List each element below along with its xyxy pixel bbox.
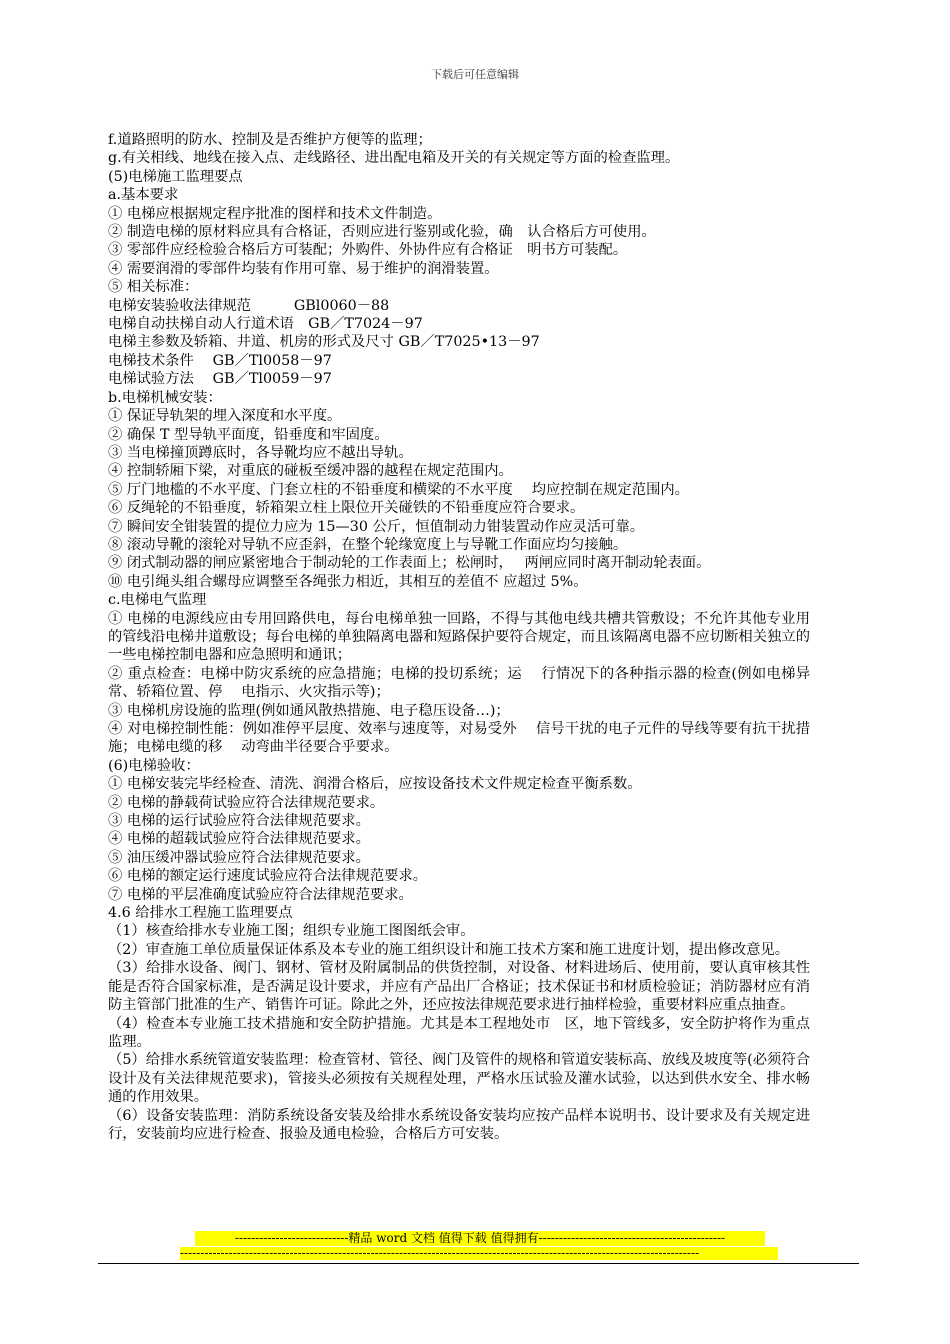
text-line: ④ 控制轿厢下梁，对重底的碰板至缓冲器的越程在规定范围内。 bbox=[108, 463, 513, 480]
text-line: ⑤ 油压缓冲器试验应符合法律规范要求。 bbox=[108, 849, 370, 866]
text-line: ① 保证导轨架的埋入深度和水平度。 bbox=[108, 408, 342, 425]
text-line: （6）设备安装监理：消防系统设备安装及给排水系统设备安装均应按产品样本说明书、设计要求及有关规定进行，安装前均应进行检查、报验及通电检验，合格后方可安装。 bbox=[108, 1107, 810, 1142]
text-line: ④ 对电梯控制性能：例如准停平层度、效率与速度等，对易受外 信号干扰的电子元件的导线等要有抗干扰措施；电梯电缆的移 动弯曲半径要合乎要求。 bbox=[108, 721, 810, 756]
text-line: ⑥ 电梯的额定运行速度试验应符合法律规范要求。 bbox=[108, 868, 428, 885]
footer-rule bbox=[98, 1263, 859, 1264]
text-line: （5）给排水系统管道安装监理：检查管材、管径、阀门及管件的规格和管道安装标高、放线及坡度等(必须符合设计及有关法律规范要求)，管接头必须按有关规程处理，严格水压试验及灌水试验，以达到供水安全、排水畅通的作用效果。 bbox=[108, 1052, 810, 1106]
text-line: ⑧ 滚动导靴的滚轮对导轨不应歪斜，在整个轮缘宽度上与导靴工作面应均匀接触。 bbox=[108, 536, 628, 553]
text-line: ③ 电梯机房设施的监理(例如通风散热措施、电子稳压设备…)； bbox=[108, 702, 510, 719]
text-line: ⑦ 瞬间安全钳装置的提位力应为 15—30 公斤，恒值制动力钳装置动作应灵活可靠。 bbox=[108, 518, 645, 535]
text-line: c.电梯电气监理 bbox=[108, 592, 207, 609]
text-line: （1）核查给排水专业施工图；组织专业施工图图纸会审。 bbox=[108, 923, 475, 940]
text-line: ② 电梯的静载荷试验应符合法律规范要求。 bbox=[108, 794, 385, 811]
text-line: 电梯技术条件 GB／Tl0058－97 bbox=[108, 352, 332, 369]
text-line: ④ 电梯的超载试验应符合法律规范要求。 bbox=[108, 831, 370, 848]
text-line: ⑥ 反绳轮的不铅垂度，轿箱架立柱上限位开关碰铁的不铅垂度应符合要求。 bbox=[108, 500, 585, 517]
text-line: f.道路照明的防水、控制及是否维护方便等的监理； bbox=[108, 132, 432, 148]
document-body bbox=[108, 131, 810, 1143]
text-line: ③ 零部件应经检验合格后方可装配；外购件、外协件应有合格证 明书方可装配。 bbox=[108, 242, 628, 259]
footer-banner: ----------------------------精品 word 文档 值得下载 值得拥有---------------------------------------------- bbox=[195, 1231, 765, 1246]
text-line: （2）审查施工单位质量保证体系及本专业的施工组织设计和施工技术方案和施工进度计划，提出修改意见。 bbox=[108, 941, 790, 958]
text-line: 4.6 给排水工程施工监理要点 bbox=[108, 905, 293, 922]
text-line: ③ 电梯的运行试验应符合法律规范要求。 bbox=[108, 813, 370, 830]
text-line: （3）给排水设备、阀门、钢材、管材及附属制品的供货控制，对设备、材料进场后、使用前，要认真审核其性能是否符合国家标准，是否满足设计要求，并应有产品出厂合格证；技术保证书和材质检验证；消防器材应有消防主管部门批准的生产、销售许可证。除此之外，还应按法律规范要求进行抽样检验，重要材料应重点抽查。 bbox=[108, 960, 810, 1014]
text-line: ⑤ 相关标准： bbox=[108, 279, 199, 296]
text-line: （4）检查本专业施工技术措施和安全防护措施。尤其是本工程地处市 区，地下管线多，安全防护将作为重点监理。 bbox=[108, 1015, 810, 1050]
text-line: 电梯安装验收法律规范 GBl0060－88 bbox=[108, 297, 390, 314]
text-line: ① 电梯安装完毕经检查、清洗、润滑合格后，应按设备技术文件规定检查平衡系数。 bbox=[108, 776, 642, 793]
text-line: b.电梯机械安装： bbox=[108, 389, 222, 406]
text-line: ② 制造电梯的原材料应具有合格证，否则应进行鉴别或化验，确 认合格后方可使用。 bbox=[108, 224, 656, 241]
text-line: 电梯试验方法 GB／Tl0059－97 bbox=[108, 371, 332, 388]
text-line: ⑩ 电引绳头组合螺母应调整至各绳张力相近，其相互的差值不 应超过 5%。 bbox=[108, 573, 588, 590]
footer-dashes: -------------------------------------------------------------------------------------------------------------------------------- bbox=[180, 1247, 778, 1260]
text-line: ③ 当电梯撞顶蹲底时，各导靴均应不越出导轨。 bbox=[108, 444, 413, 461]
text-line: 电梯主参数及轿箱、井道、机房的形式及尺寸 GB／T7025•13－97 bbox=[108, 334, 540, 351]
text-line: ⑨ 闭式制动器的闸应紧密地合于制动轮的工作表面上；松闸时， 两闸应同时离开制动轮表面。 bbox=[108, 555, 711, 572]
page-header: 下载后可任意编辑 bbox=[431, 68, 519, 81]
text-line: ① 电梯应根据规定程序批准的图样和技术文件制造。 bbox=[108, 205, 442, 222]
text-line: (5)电梯施工监理要点 bbox=[108, 168, 243, 185]
text-line: g.有关相线、地线在接入点、走线路径、进出配电箱及开关的有关规定等方面的检查监理。 bbox=[108, 150, 680, 167]
text-line: a.基本要求 bbox=[108, 187, 179, 204]
text-line: ② 确保 T 型导轨平面度，铅垂度和牢固度。 bbox=[108, 426, 389, 443]
text-line: ⑤ 厅门地槛的不水平度、门套立柱的不铅垂度和横梁的不水平度 均应控制在规定范围内。 bbox=[108, 481, 689, 498]
text-line: 电梯自动扶梯自动人行道术语 GB／T7024－97 bbox=[108, 316, 423, 333]
text-line: (6)电梯验收： bbox=[108, 757, 200, 774]
text-line: ④ 需要润滑的零部件均装有作用可靠、易于维护的润滑装置。 bbox=[108, 260, 499, 277]
text-line: ① 电梯的电源线应由专用回路供电，每台电梯单独一回路，不得与其他电线共槽共管敷设；不允许其他专业用的管线沿电梯井道敷设；每台电梯的单独隔离电器和短路保护要符合规定，而且该隔离电器不应切断相关独立的一些电梯控制电器和应急照明和通讯； bbox=[108, 610, 810, 664]
text-line: ② 重点检查：电梯中防灾系统的应急措施；电梯的投切系统；运 行情况下的各种指示器的检查(例如电梯异常、轿箱位置、停 电指示、火灾指示等)； bbox=[108, 665, 810, 701]
text-line: ⑦ 电梯的平层准确度试验应符合法律规范要求。 bbox=[108, 886, 413, 903]
